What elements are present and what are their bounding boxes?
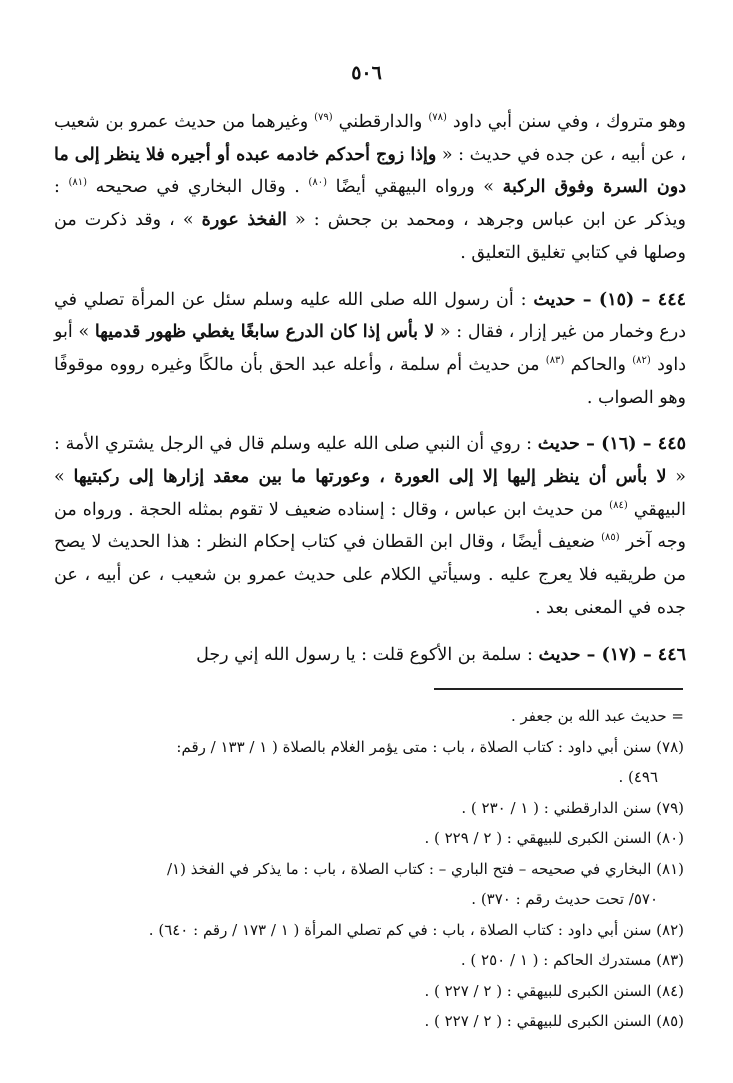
text-run: من حديث ابن عباس ، وقال : إسناده ضعيف لا تقوم بمثله الحجة . ورواه من وجه آخر <box>54 499 686 553</box>
main-text <box>54 106 686 685</box>
footnote-ref: (٨٢) <box>632 355 651 367</box>
text-run: : روي أن النبي صلى الله عليه وسلم قال في الرجل يشتري الأمة : « <box>54 434 686 488</box>
text-run: والحاكم <box>564 354 633 375</box>
footnote-ref: (٨٣) <box>545 355 565 367</box>
text-run: والدارقطني <box>332 112 429 132</box>
footnote <box>48 854 688 915</box>
footnote-continuation: ٥٧٠/ تحت حديث رقم : ٣٧٠) . <box>471 890 658 908</box>
footnote-text: (٨٤) السنن الكبرى للبيهقي : ( ٢ / ٢٢٧ ) . <box>424 981 684 1000</box>
text-run: ضعيف أيضًا ، وقال ابن القطان في كتاب إحكام النظر : هذا الحديث لا يصح من طريقيه فلا يعرج عليه . وسيأتي الكلام على حديث عمرو بن شعيب ، عن أبيه ، عن جده في المعنى بعد . <box>54 532 686 618</box>
text-run: : ويذكر عن ابن عباس وجرهد ، ومحمد بن جحش : « <box>54 177 686 231</box>
footnote-text: (٨٠) السنن الكبرى للبيهقي : ( ٢ / ٢٢٩ ) . <box>424 829 684 847</box>
footnote <box>48 732 688 793</box>
text-run: » أبو داود <box>54 322 686 375</box>
footnote-continuation: ٤٩٦) . <box>618 768 658 786</box>
bold-text: ٤٤٤ – (١٥) – حديث <box>533 289 686 310</box>
paragraph <box>54 284 686 415</box>
footnote-ref: (٨٠) <box>308 177 327 189</box>
text-run: : سلمة بن الأكوع قلت : يا رسول الله إني رجل <box>196 644 539 665</box>
bold-text: وإذا زوج أحدكم خادمه عبده أو أجيره فلا ينظر إلى ما دون السرة وفوق الركبة <box>54 144 686 198</box>
footnote-ref: (٧٩) <box>314 112 333 124</box>
text-run: » ، وقد ذكرت من وصلها في كتابي تغليق التعليق . <box>54 210 686 263</box>
paragraph <box>54 106 686 270</box>
footnote-ref: (٨٤) <box>609 499 628 511</box>
text-run: : أن رسول الله صلى الله عليه وسلم سئل عن المرأة تصلي في درع وخمار من غير إزار ، فقال : « <box>54 289 686 343</box>
paragraph <box>54 428 686 624</box>
text-run: . وقال البخاري في صحيحه <box>87 177 309 198</box>
footnote <box>48 915 688 946</box>
footnote <box>48 701 688 732</box>
page-number: ٥٠٦ <box>351 62 382 84</box>
footnote-ref: (٧٨) <box>428 112 447 124</box>
text-run: وهو متروك ، وفي سنن أبي داود <box>446 112 686 132</box>
footnotes <box>48 701 688 1037</box>
footnote-separator <box>434 688 683 690</box>
footnote-text: (٨٥) السنن الكبرى للبيهقي : ( ٢ / ٢٢٧ ) . <box>424 1012 684 1030</box>
footnote-text: (٧٨) سنن أبي داود : كتاب الصلاة ، باب : متى يؤمر الغلام بالصلاة ( ١ / ١٣٣ / رقم: <box>176 737 684 756</box>
footnote-text: (٧٩) سنن الدارقطني : ( ١ / ٢٣٠ ) . <box>461 798 684 817</box>
bold-text: ٤٤٦ – (١٧) – حديث <box>538 644 686 665</box>
bold-text: ٤٤٥ – (١٦) – حديث <box>537 434 686 455</box>
footnote <box>48 1006 688 1037</box>
footnote <box>48 793 688 824</box>
text-run: » ورواه البيهقي أيضًا <box>326 177 503 198</box>
text-run: من حديث أم سلمة ، وأعله عبد الحق بأن مالكًا وغيره رووه موقوفًا وهو الصواب . <box>54 354 686 408</box>
text-run: » البيهقي <box>54 467 686 520</box>
text-run: وغيرهما من حديث عمرو بن شعيب ، عن أبيه ، عن جده في حديث : « <box>54 112 687 165</box>
footnote-ref: (٨٥) <box>601 532 620 544</box>
footnote <box>48 945 688 976</box>
footnote <box>48 823 688 854</box>
footnote <box>48 976 688 1007</box>
bold-text: الفخذ عورة <box>201 210 287 231</box>
footnote-ref: (٨١) <box>68 177 88 189</box>
footnote-text: (٨٣) مستدرك الحاكم : ( ١ / ٢٥٠ ) . <box>460 951 684 969</box>
bold-text: لا بأس أن ينظر إليها إلا إلى العورة ، وعورتها ما بين معقد إزارها إلى ركبتيها <box>73 467 667 488</box>
paragraph <box>54 639 686 672</box>
footnote-text: (٨١) البخاري في صحيحه – فتح الباري – : كتاب الصلاة ، باب : ما يذكر في الفخذ (١/ <box>166 859 684 878</box>
footnote-text: (٨٢) سنن أبي داود : كتاب الصلاة ، باب : في كم تصلي المرأة ( ١ / ١٧٣ / رقم : ٦٤٠) . <box>148 920 684 939</box>
bold-text: لا بأس إذا كان الدرع سابغًا يغطي ظهور قدميها <box>94 322 435 343</box>
footnote-text: = حديث عبد الله بن جعفر . <box>510 707 684 725</box>
